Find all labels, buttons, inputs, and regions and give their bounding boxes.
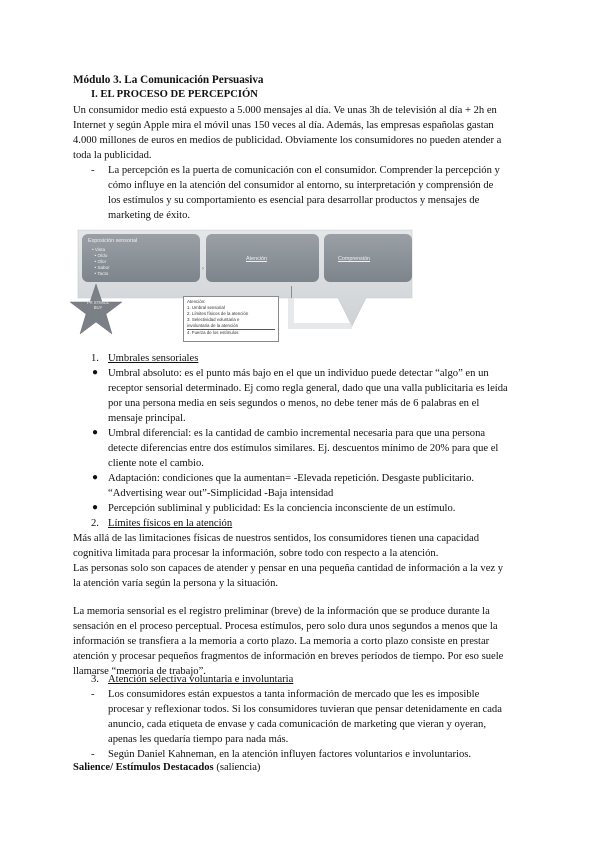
callout-line: Atención: [187,299,206,304]
section-title: I. EL PROCESO DE PERCEPCIÓN [91,89,258,100]
dash-line: apenas les quedaría tiempo para nada más. [108,734,289,745]
paragraph-line: atención y procesar pequeños fragmentos de información en breves períodos de tiempo. Por eso suele [73,651,504,662]
dash-marker: - [91,749,95,760]
section-heading: Umbrales sensoriales [108,353,199,364]
list-number: 1. [91,353,99,364]
sensory-exposure-title: Exposición sensorial [88,238,138,244]
bullet-line: Umbral absoluto: es el punto más bajo en el que un individuo puede detectar “algo” en un [108,368,489,379]
dash-line: cómo influye en la atención del consumidor al entorno, su interpretación y comprensión de [108,180,494,191]
perception-process-diagram [72,228,422,346]
attention-callout [183,296,279,342]
list-number: 2. [91,518,99,529]
salience-heading [73,760,260,775]
bullet-line: mensaje principal. [108,413,186,424]
bullet-line: Percepción subliminal y publicidad: Es la conciencia inconsciente de un estímulo. [108,503,456,514]
dash-line: marketing de éxito. [108,210,191,221]
paragraph-line: cognitiva limitada para procesar la información, sobre todo con respecto a la atención. [73,548,439,559]
callout-connector [291,286,292,298]
section-heading: Límites físicos en la atención [108,518,233,529]
bullet-marker: ● [92,502,99,513]
callout-line: 4. Fuerza de los estímulos [187,329,275,336]
intro-line: 4.000 millones de euros en medios de publicidad. Obviamente los consumidores no pueden atender a [73,135,502,146]
sense-item: • Vista [92,247,106,252]
intro-line: Internet y según Apple mira el móvil unas 150 veces al día. Además, las empresas españolas gastan [73,120,494,131]
salience-bold: Salience/ Estímulos Destacados [73,762,214,773]
callout-line: 2. Límites físicos de la atención [187,311,249,316]
intro-line: toda la publicidad. [73,150,152,161]
sense-item: • Olor [92,259,107,264]
paragraph-line: llamarse “memoria de trabajo”. [73,666,206,677]
bullet-line: “Advertising wear out”-Simplicidad -Baja intensidad [108,488,334,499]
dash-line: anuncio, cada etiqueta de envase y cada comunicación de marketing que vieran y oyeran, [108,719,486,730]
sense-item: • Sabor [92,265,110,270]
bullet-line: cliente note el cambio. [108,458,204,469]
bullet-line: detecte diferencias entre dos estímulos similares. Ej. descuentos mínimo de 20% para que el [108,443,499,454]
bullet-marker: ● [92,427,99,438]
callout-line: 3. Selectividad voluntaria e [187,317,240,322]
bullet-marker: ● [92,367,99,378]
dash-marker: - [91,689,95,700]
bullet-line: por una persona media en seis segundos o menos, no debe tener más de 6 palabras en el [108,398,480,409]
arrow-glyph: › [202,266,204,272]
star-label: PR STIMUL BUY [86,300,110,310]
attention-title: Atención [246,256,267,262]
dash-line: los estímulos y su comportamiento es esencial para desarrollar productos y mensajes de [108,195,480,206]
stimulus-star-icon [68,282,124,338]
bullet-line: receptor sensorial determinado. Ej como regla general, dado que una valla publicitaria es leída [108,383,508,394]
paragraph-line: La memoria sensorial es el registro preliminar (breve) de la información que se produce durante la [73,606,490,617]
paragraph-line: Las personas solo son capaces de atender y pensar en una pequeña cantidad de información a la vez y [73,563,504,574]
bullet-line: Adaptación: condiciones que la aumentan= -Elevada repetición. Desgaste publicitario. [108,473,475,484]
section-heading: Atención selectiva voluntaria e involuntaria [108,674,294,685]
bullet-line: Umbral diferencial: es la cantidad de cambio incremental necesaria para que una persona [108,428,486,439]
list-number: 3. [91,674,99,685]
dash-line: Los consumidores están expuestos a tanta información de mercado que les es imposible [108,689,480,700]
sensory-exposure-box [82,234,200,282]
senses-list [92,247,110,277]
intro-line: Un consumidor medio está expuesto a 5.000 mensajes al día. Ve unas 3h de televisión al día + 2h en [73,105,497,116]
paragraph-line: la atención varía según la persona y la situación. [73,578,279,589]
salience-rest: (saliencia) [213,762,261,773]
dash-line: procesar y reflexionar todos. Si los consumidores tuvieran que pensar detenidamente en cada [108,704,502,715]
sense-item: • Oído [92,253,108,258]
paragraph-line: sensación en el proceso perceptual. Procesa estímulos, pero solo dura unos segundos a menos que la [73,621,498,632]
dash-marker: - [91,165,95,176]
dash-line: La percepción es la puerta de comunicación con el consumidor. Comprender la percepción y [108,165,500,176]
callout-line: 1. Umbral sensorial [187,305,225,310]
dash-line: Según Daniel Kahneman, en la atención influyen factores voluntarios e involuntarios. [108,749,472,760]
comprehension-box [324,234,412,282]
sense-item: • Tacto [92,271,109,276]
paragraph-line: información se transfiera a la memoria a corto plazo. La memoria a corto plazo consiste en prestar [73,636,490,647]
module-title: Módulo 3. La Comunicación Persuasiva [73,74,264,86]
bullet-marker: ● [92,472,99,483]
callout-line: involuntaria de la atención [187,323,239,328]
paragraph-line: Más allá de las limitaciones físicas de nuestros sentidos, los consumidores tienen una capacidad [73,533,479,544]
comprehension-title: Comprensión [338,256,371,262]
attention-box [206,234,319,282]
